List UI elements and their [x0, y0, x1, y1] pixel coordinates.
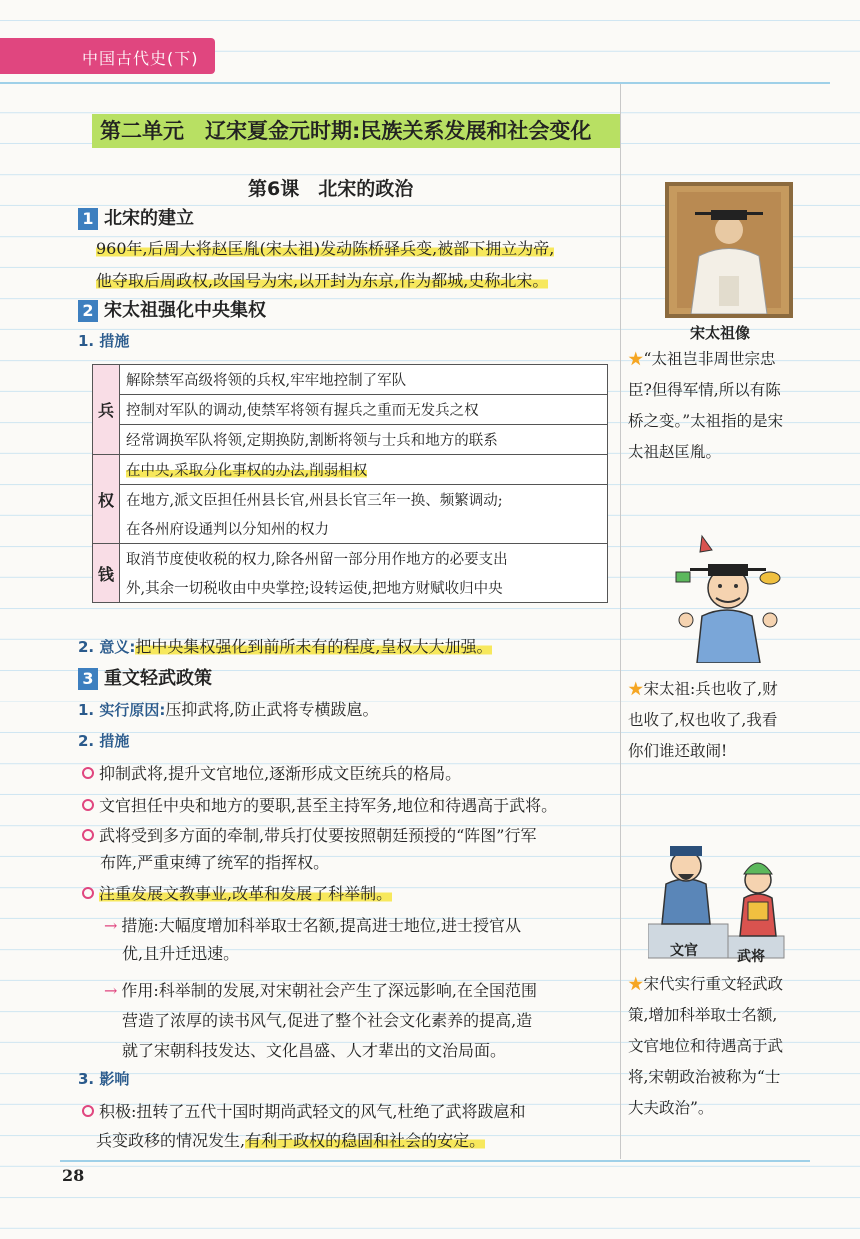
highlighted-text: 注重发展文教事业,改革和发展了科举制。	[99, 884, 393, 903]
label-military-official: 武将	[737, 949, 765, 965]
side-note-1	[628, 344, 824, 468]
highlighted-text: 960年,后周大将赵匡胤(宋太祖)发动陈桥驿兵变,被部下拥立为帝,	[96, 239, 555, 258]
list-item-text: 积极:扭转了五代十国时期尚武轻文的风气,杜绝了武将跋扈和	[99, 1102, 526, 1121]
side-note-line: 臣?但得军情,所以有陈	[628, 381, 781, 399]
section-number: 2	[78, 300, 98, 322]
song-taizu-portrait-image	[665, 182, 793, 318]
list-item-text: 文官担任中央和地方的要职,甚至主持军务,地位和待遇高于武将。	[99, 796, 558, 815]
section-3-heading	[78, 664, 212, 690]
list-item-continuation: 布阵,严重束缚了统军的指挥权。	[100, 853, 330, 872]
highlighted-text: 有利于政权的稳固和社会的安定。	[245, 1131, 486, 1150]
bullet-icon	[82, 887, 94, 899]
bullet-icon	[82, 1105, 94, 1117]
list-item	[82, 1098, 525, 1125]
list-item-text: 抑制武将,提升文官地位,逐渐形成文臣统兵的格局。	[99, 764, 462, 783]
bullet-icon	[82, 829, 94, 841]
side-note-line	[628, 969, 824, 1000]
table-category-qian: 钱	[93, 544, 120, 603]
book-header-band	[0, 38, 215, 74]
star-icon: ★	[628, 680, 644, 698]
reason-text: 压抑武将,防止武将专横跋扈。	[165, 700, 379, 719]
section-2-heading	[78, 296, 266, 322]
table-cell: 取消节度使收税的权力,除各州留一部分用作地方的必要支出	[120, 544, 608, 574]
side-note-line: 文官地位和待遇高于武	[628, 1037, 784, 1055]
highlighted-text: 把中央集权强化到前所未有的程度,皇权大大加强。	[135, 637, 493, 656]
subheading-measures-2: 2. 措施	[78, 732, 130, 750]
section-title: 重文轻武政策	[104, 668, 212, 689]
side-note-text: “太祖岂非周世宗忠	[643, 350, 776, 368]
reason-line	[78, 697, 378, 723]
side-note-line: 大夫政治”。	[628, 1099, 714, 1117]
portrait-illustration	[669, 186, 789, 314]
side-note-line: 将,宋朝政治被称为“士	[628, 1068, 781, 1086]
list-item-text: 兵变政移的情况发生,	[96, 1131, 246, 1150]
book-title: 中国古代史(下)	[82, 49, 199, 68]
table-category-bing: 兵	[93, 365, 120, 455]
cartoon-emperor-illustration	[672, 528, 782, 663]
significance-label: 2. 意义:	[78, 638, 136, 656]
subheading-measures: 1. 措施	[78, 332, 130, 350]
section-1-text-line	[96, 236, 554, 262]
label-civil-official: 文官	[670, 943, 698, 959]
top-rule	[0, 82, 830, 84]
unit-title: 第二单元 辽宋夏金元时期:民族关系发展和社会变化	[92, 114, 620, 148]
table-cell: 在地方,派文臣担任州县长官,州县长官三年一换、频繁调动;	[120, 485, 608, 515]
arrow-item-continuation: 就了宋朝科技发达、文化昌盛、人才辈出的文治局面。	[122, 1041, 507, 1060]
bullet-icon	[82, 767, 94, 779]
list-item	[82, 760, 461, 787]
table-category-quan: 权	[93, 455, 120, 544]
table-cell: 控制对军队的调动,使禁军将领有握兵之重而无发兵之权	[120, 395, 608, 425]
arrow-right-icon: →	[104, 981, 118, 1000]
section-number: 1	[78, 208, 98, 230]
side-note-text: 宋太祖:兵也收了,财	[643, 680, 778, 698]
arrow-item-continuation: 营造了浓厚的读书风气,促进了整个社会文化素养的提高,造	[122, 1011, 533, 1030]
section-1-text-line	[96, 268, 548, 294]
bullet-icon	[82, 799, 94, 811]
list-item-continuation	[96, 1128, 485, 1154]
section-title: 北宋的建立	[104, 208, 194, 229]
subheading-impact: 3. 影响	[78, 1070, 130, 1088]
arrow-right-icon: →	[104, 916, 118, 935]
side-note-line: 你们谁还敢闹!	[628, 742, 728, 760]
arrow-item	[104, 977, 537, 1004]
side-note-2	[628, 674, 824, 767]
section-number: 3	[78, 668, 98, 690]
star-icon: ★	[628, 975, 644, 993]
list-item	[82, 792, 557, 819]
column-divider	[620, 84, 621, 1159]
significance-line	[78, 634, 492, 660]
table-cell: 外,其余一切税收由中央掌控;设转运使,把地方财赋收归中央	[120, 573, 608, 603]
arrow-item-text: 作用:科举制的发展,对宋朝社会产生了深远影响,在全国范围	[121, 981, 537, 1000]
page-number: 28	[62, 1166, 85, 1185]
side-note-line: 策,增加科举取士名额,	[628, 1006, 778, 1024]
arrow-item	[104, 912, 521, 939]
highlighted-text: 他夺取后周政权,改国号为宋,以开封为东京,作为都城,史称北宋。	[96, 271, 549, 290]
list-item	[82, 822, 536, 849]
section-1-heading	[78, 204, 194, 230]
star-icon: ★	[628, 350, 644, 368]
side-note-3	[628, 969, 824, 1124]
arrow-item-text: 措施:大幅度增加科举取士名额,提高进士地位,进士授官从	[121, 916, 521, 935]
table-cell: 在各州府设通判以分知州的权力	[120, 514, 608, 544]
side-note-line: 桥之变。”太祖指的是宋	[628, 412, 784, 430]
side-note-line: 太祖赵匡胤。	[628, 443, 722, 461]
list-item	[82, 880, 392, 907]
table-cell	[120, 455, 608, 485]
arrow-item-continuation: 优,且升迁迅速。	[122, 944, 240, 963]
side-note-line: 也收了,权也收了,我看	[628, 711, 778, 729]
side-note-line	[628, 674, 824, 705]
side-note-line	[628, 344, 824, 375]
highlighted-text: 在中央,采取分化事权的办法,削弱相权	[126, 463, 368, 479]
table-cell: 经常调换军队将领,定期换防,割断将领与士兵和地方的联系	[120, 425, 608, 455]
civil-military-officials-illustration	[648, 832, 788, 960]
bottom-rule	[60, 1160, 810, 1162]
measures-table	[92, 364, 608, 603]
side-note-text: 宋代实行重文轻武政	[643, 975, 784, 993]
list-item-text: 武将受到多方面的牵制,带兵打仗要按照朝廷预授的“阵图”行军	[99, 826, 537, 845]
portrait-caption: 宋太祖像	[690, 324, 751, 342]
section-title: 宋太祖强化中央集权	[104, 300, 266, 321]
reason-label: 1. 实行原因:	[78, 701, 166, 719]
lesson-title: 第6课 北宋的政治	[248, 178, 414, 200]
table-cell: 解除禁军高级将领的兵权,牢牢地控制了军队	[120, 365, 608, 395]
